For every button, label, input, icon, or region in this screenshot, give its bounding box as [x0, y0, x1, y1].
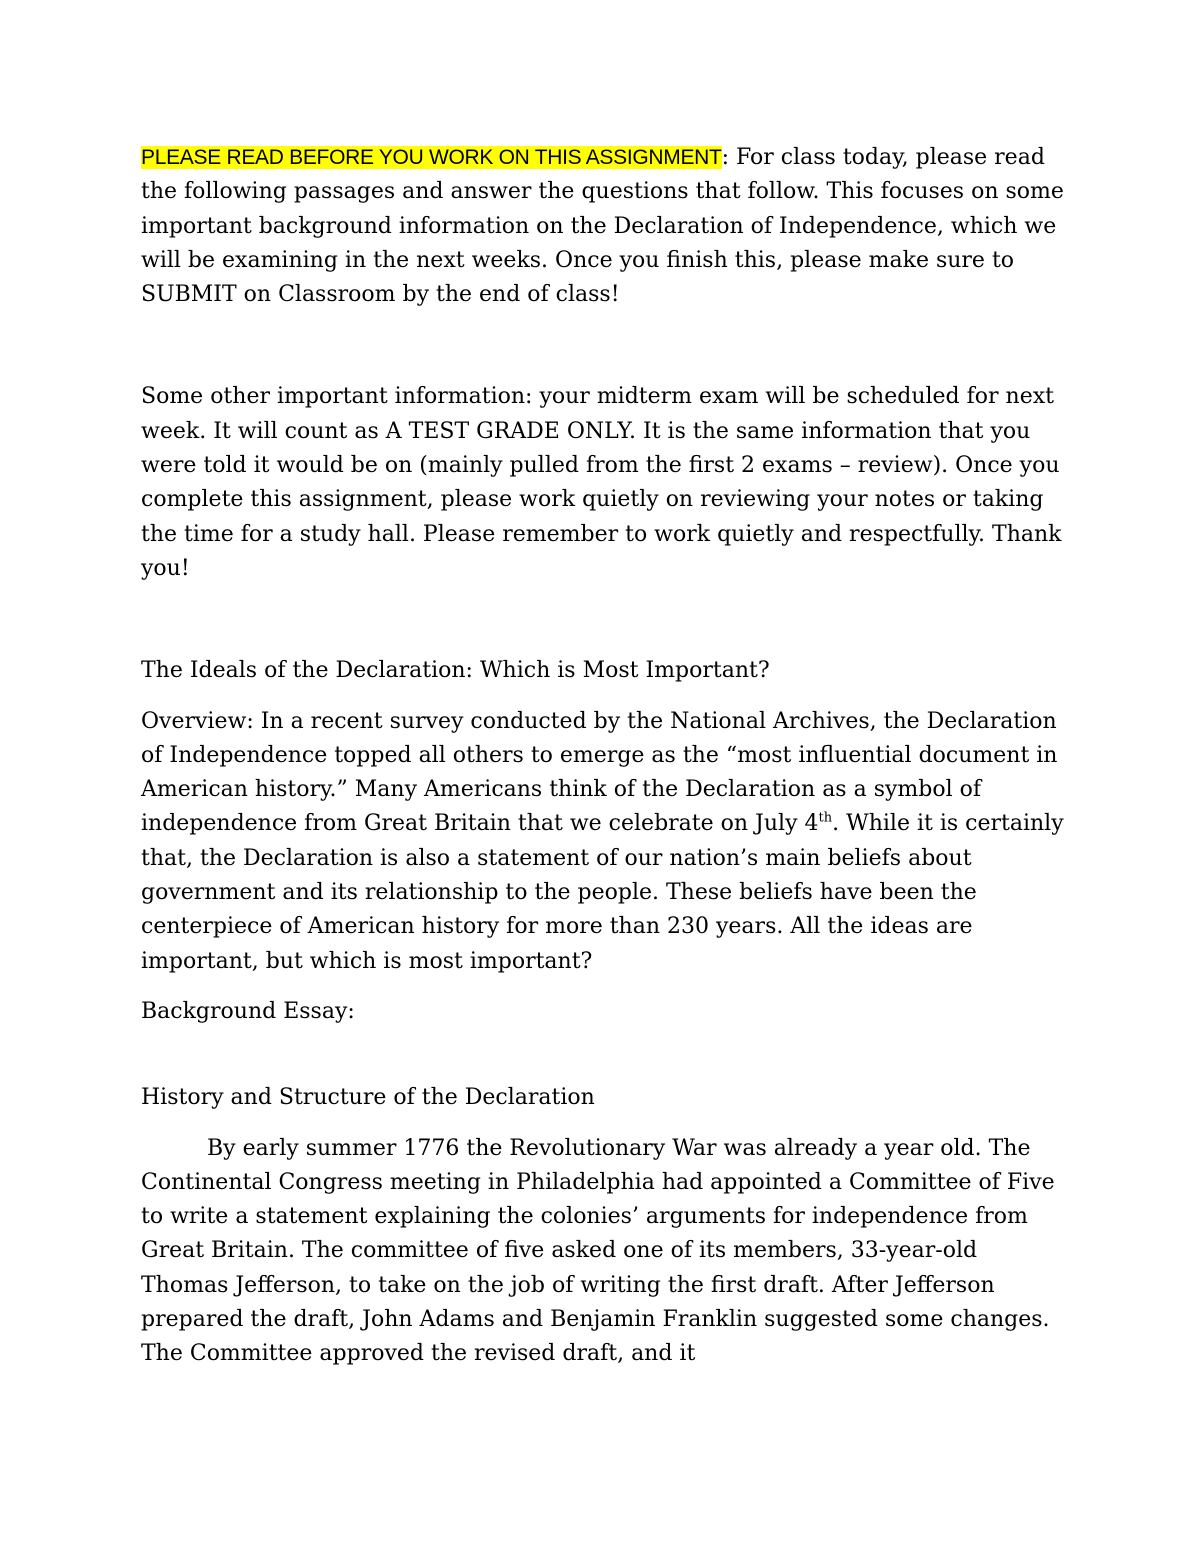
document-body — [141, 141, 1066, 1372]
document-title: The Ideals of the Declaration: Which is Most Important? — [141, 658, 770, 684]
overview-paragraph — [141, 705, 1066, 979]
intro-text: : For class today, please read the following passages and answer the questions that follow. This focuses on some important background information on the Declaration of Independence, which we will be examining in the next weeks. Once you finish this, please make sure to SUBMIT on Classroom by the end of class! — [141, 145, 1064, 308]
overview-text-before: Overview: In a recent survey conducted by the National Archives, the Declaration of Independence topped all others to emerge as the “most influential document in American history.” Many Americans think of the Declaration as a symbol of independence from Great Britain that we celebrate on July 4 — [141, 708, 1058, 837]
ordinal-superscript: th — [818, 811, 833, 827]
essay-body-paragraph: By early summer 1776 the Revolutionary War was already a year old. The Continental Congress meeting in Philadelphia had appointed a Committee of Five to write a statement explaining the colonies’ arguments for independence from Great Britain. The committee of five asked one of its members, 33-year-old Thomas Jefferson, to take on the job of writing the first draft. After Jefferson prepared the draft, John Adams and Benjamin Franklin suggested some changes. The Committee approved the revised draft, and it — [141, 1135, 1055, 1367]
section-heading: History and Structure of the Declaration — [141, 1085, 595, 1111]
intro-paragraph — [141, 141, 1066, 312]
midterm-paragraph: Some other important information: your midterm exam will be scheduled for next week. It will count as A TEST GRADE ONLY. It is the same information that you were told it would be on (mainly pulled from the first 2 exams – review). Once you complete this assignment, please work quietly on reviewing your notes or taking the time for a study hall. Please remember to work quietly and respectfully. Thank you! — [141, 384, 1062, 581]
highlighted-notice: PLEASE READ BEFORE YOU WORK ON THIS ASSIGNMENT — [141, 146, 722, 169]
overview-text-after: . While it is certainly that, the Declaration is also a statement of our nation’s main beliefs about government and its relationship to the people. These beliefs have been the centerpiece of American history for more than 230 years. All the ideas are important, but which is most important? — [141, 811, 1064, 974]
background-essay-label: Background Essay: — [141, 998, 355, 1024]
